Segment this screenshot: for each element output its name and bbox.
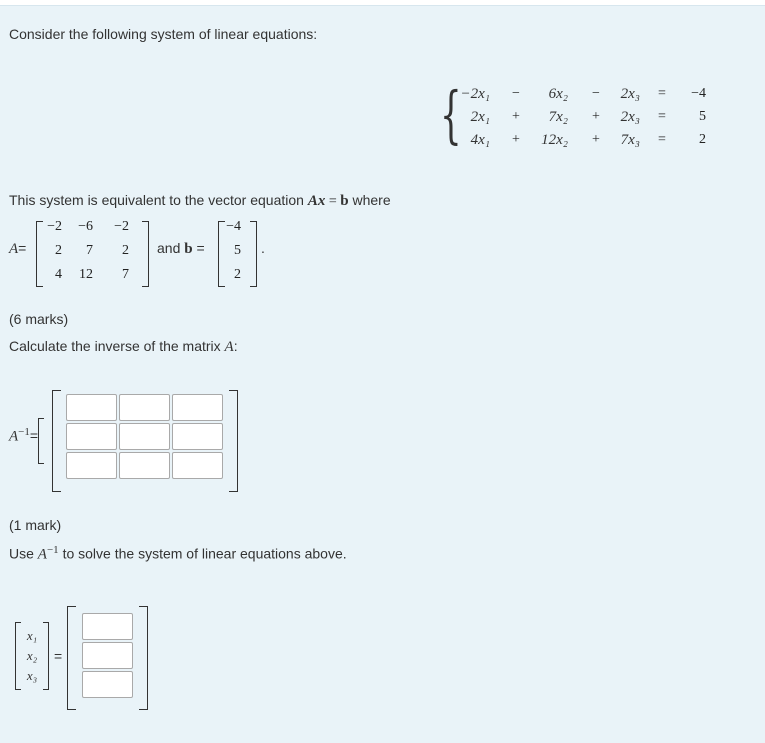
- equation-3-term-1: 4x₁: [470, 132, 490, 148]
- inverse-input-r3c3[interactable]: [172, 452, 223, 479]
- matrix-a-cell: −2: [47, 219, 62, 234]
- equation-sign: =: [325, 194, 341, 209]
- matrix-a-cell: 4: [55, 267, 62, 282]
- inverse-input-r1c3[interactable]: [172, 394, 223, 421]
- inverse-input-r3c2[interactable]: [119, 452, 170, 479]
- inverse-input-r1c2[interactable]: [119, 394, 170, 421]
- inverse-input-r1c1[interactable]: [66, 394, 117, 421]
- equation-1-term-4: −: [592, 86, 600, 101]
- inverse-label-sup: −1: [18, 426, 30, 438]
- equation-1-term-2: −: [512, 86, 520, 101]
- part1-prompt-var: A: [224, 339, 234, 355]
- inverse-input-r2c3[interactable]: [172, 423, 223, 450]
- x-vector-right-bracket: [43, 622, 49, 690]
- inverse-label: [9, 426, 38, 446]
- part2-prompt-text: Use: [9, 545, 38, 562]
- equation-1-term-6: =: [658, 86, 666, 101]
- equation-1-term-1: −2x₁: [460, 86, 490, 102]
- equation-1-term-7: −4: [691, 86, 706, 101]
- equation-1-term-5: 2x₃: [620, 86, 640, 102]
- matrix-a-cell: 2: [122, 243, 129, 258]
- equation-2-term-1: 2x₁: [470, 109, 490, 125]
- inverse-input-r2c2[interactable]: [119, 423, 170, 450]
- solution-right-bracket: [139, 606, 148, 710]
- part2-marks: (1 mark): [9, 517, 62, 533]
- matrix-a-letter: A: [9, 241, 19, 257]
- part1-prompt-text: Calculate the inverse of the matrix: [9, 338, 225, 354]
- equation-3-term-3: 12x₂: [541, 132, 568, 148]
- matrix-a-cell: 7: [122, 267, 129, 282]
- equivalence-suffix: where: [348, 192, 391, 208]
- part1-prompt: [9, 338, 238, 356]
- equation-2-term-5: 2x₃: [620, 109, 640, 125]
- equation-2-term-4: +: [592, 109, 600, 124]
- matrix-a-cell: −2: [114, 219, 129, 234]
- part2-prompt-suffix: to solve the system of linear equations above.: [58, 545, 347, 562]
- part2-prompt-sup: −1: [46, 544, 59, 556]
- equation-rhs: b: [340, 193, 349, 209]
- vector-b-letter: b: [184, 241, 193, 257]
- solution-input-r1[interactable]: [82, 613, 133, 640]
- vector-b-period: .: [261, 240, 265, 256]
- matrix-a-cell: 12: [79, 267, 93, 282]
- x-vector-entry: x₃: [26, 668, 38, 683]
- solution-eq: =: [54, 648, 63, 664]
- intro-text: Consider the following system of linear equations:: [9, 26, 318, 42]
- inverse-label-eq: =: [29, 427, 39, 444]
- matrix-a-right-bracket: [142, 221, 149, 287]
- equation-lhs: Ax: [307, 193, 326, 209]
- matrix-a-cell: 7: [86, 243, 93, 258]
- vector-b-right-bracket: [250, 221, 257, 287]
- matrix-a-eq: =: [18, 240, 27, 256]
- left-brace: {: [440, 78, 462, 151]
- part1-prompt-suffix: :: [233, 338, 238, 354]
- vector-b-eq: =: [192, 240, 205, 256]
- and-b-text: [157, 240, 205, 258]
- equation-2-term-7: 5: [699, 109, 706, 124]
- part1-marks: (6 marks): [9, 311, 69, 327]
- x-vector-entry: x₁: [26, 628, 38, 643]
- inverse-outer-left-bracket: [38, 418, 44, 464]
- vector-b-left-bracket: [218, 221, 225, 287]
- equation-3-term-7: 2: [699, 132, 706, 147]
- equation-1-term-3: 6x₂: [548, 86, 568, 102]
- equation-2-term-6: =: [658, 109, 666, 124]
- matrix-a-label: [9, 240, 26, 258]
- question-panel: [0, 5, 765, 743]
- vector-b-cell: 2: [234, 267, 241, 282]
- equation-3-term-4: +: [592, 132, 600, 147]
- and-text: and: [157, 240, 181, 256]
- inverse-input-r3c1[interactable]: [66, 452, 117, 479]
- matrix-a-cell: −6: [78, 219, 93, 234]
- x-vector-entry: x₂: [26, 648, 38, 663]
- inverse-right-bracket: [229, 390, 238, 492]
- part2-prompt-var: A: [37, 546, 47, 563]
- matrix-a-left-bracket: [36, 221, 43, 287]
- solution-input-r3[interactable]: [82, 671, 133, 698]
- inverse-input-r2c1[interactable]: [66, 423, 117, 450]
- equation-2-term-2: +: [512, 109, 520, 124]
- vector-b-cell: 5: [234, 243, 241, 258]
- equivalence-prefix: This system is equivalent to the vector equation: [9, 192, 308, 208]
- x-vector-left-bracket: [15, 622, 21, 690]
- equation-3-term-6: =: [658, 132, 666, 147]
- equivalence-text: [9, 192, 391, 210]
- matrix-a-cell: 2: [55, 243, 62, 258]
- vector-b-cell: −4: [226, 219, 241, 234]
- equation-2-term-3: 7x₂: [548, 109, 568, 125]
- inverse-left-bracket: [52, 390, 61, 492]
- equation-3-term-5: 7x₃: [620, 132, 640, 148]
- equation-3-term-2: +: [512, 132, 520, 147]
- solution-input-r2[interactable]: [82, 642, 133, 669]
- part2-prompt: [9, 544, 347, 564]
- inverse-label-base: A: [9, 428, 19, 445]
- solution-left-bracket: [67, 606, 76, 710]
